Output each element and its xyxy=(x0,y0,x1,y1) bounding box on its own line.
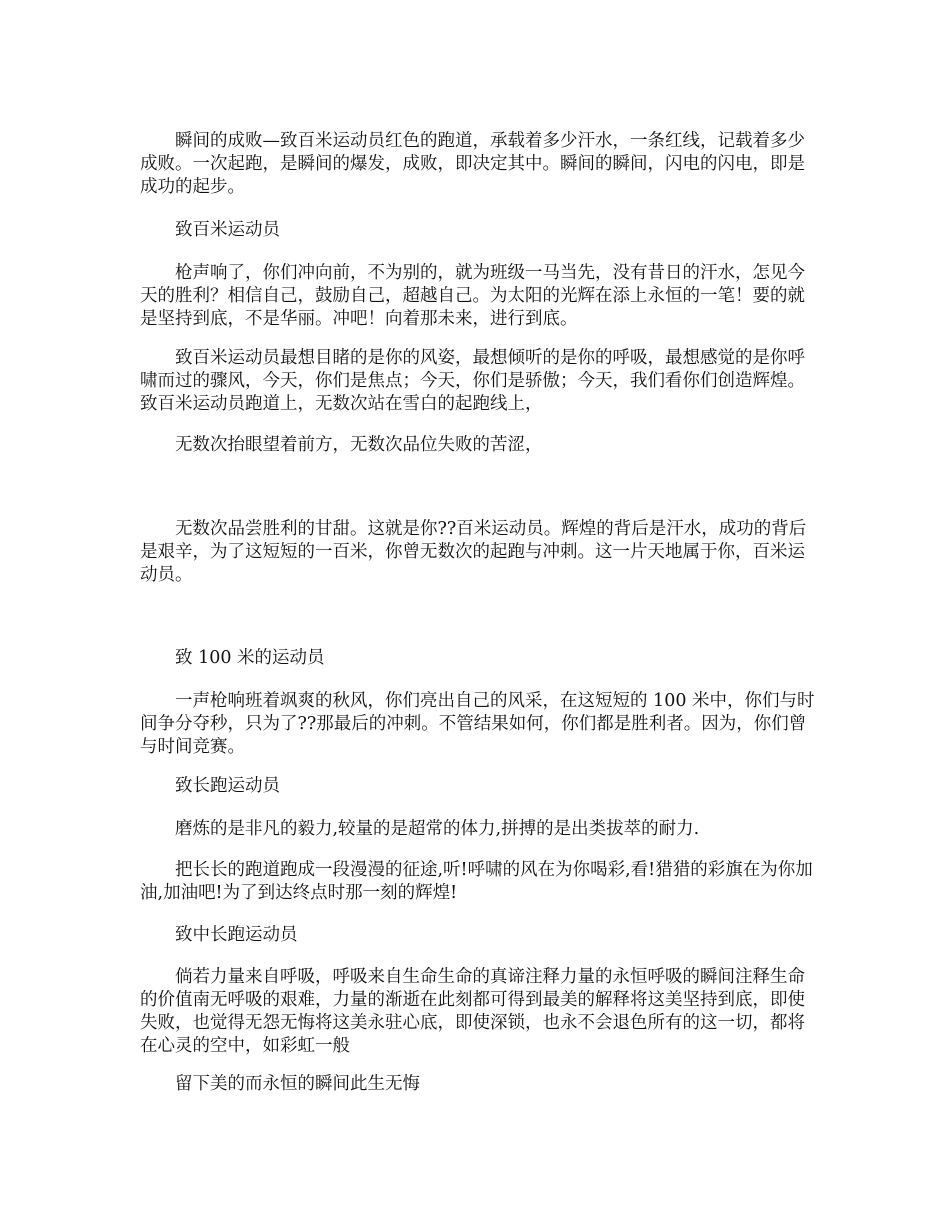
paragraph-closing: 留下美的而永恒的瞬间此生无悔 xyxy=(175,1074,420,1094)
paragraph-most-wish: 致百米运动员最想目睹的是你的风姿，最想倾听的是你的呼吸，最想感觉的是你呼啸而过的骤风，今天，你们是焦点；今天，你们是骄傲；今天，我们看你们创造辉煌。致百米运动员跑道上，无数次站在雪白的起跑线上， xyxy=(140,348,805,414)
heading-middle-long-distance: 致中长跑运动员 xyxy=(175,925,298,945)
paragraph-intro: 瞬间的成败—致百米运动员红色的跑道，承载着多少汗水，一条红线，记载着多少成败。一次起跑，是瞬间的爆发，成败，即决定其中。瞬间的瞬间，闪电的闪电，即是成功的起步。 xyxy=(140,131,805,197)
paragraph-autumn-wind: 一声枪响班着飒爽的秋风，你们亮出自己的风采，在这短短的 100 米中，你们与时间争分夺秒，只为了??那最后的冲刺。不管结果如何，你们都是胜利者。因为，你们曾与时间竞赛。 xyxy=(140,691,815,757)
paragraph-long-track: 把长长的跑道跑成一段漫漫的征途,听!呼啸的风在为你喝彩,看!猎猎的彩旗在为你加油,加油吧!为了到达终点时那一刻的辉煌! xyxy=(140,860,813,903)
paragraph-sweet-victory: 无数次品尝胜利的甘甜。这就是你??百米运动员。辉煌的背后是汗水，成功的背后是艰辛，为了这短短的一百米，你曾无数次的起跑与冲刺。这一片天地属于你，百米运动员。 xyxy=(140,519,807,585)
paragraph-gunshot: 枪声响了，你们冲向前，不为别的，就为班级一马当先，没有昔日的汗水，怎见今天的胜利？相信自己，鼓励自己，超越自己。为太阳的光辉在添上永恒的一笔！要的就是坚持到底，不是华丽。冲吧！向着那未来，进行到底。 xyxy=(140,263,805,329)
heading-100m-athletes: 致百米运动员 xyxy=(175,220,280,240)
heading-100-meter-athletes: 致 100 米的运动员 xyxy=(175,648,325,668)
paragraph-endurance: 磨炼的是非凡的毅力,较量的是超常的体力,拼搏的是出类拔萃的耐力. xyxy=(175,819,700,839)
heading-long-distance: 致长跑运动员 xyxy=(175,776,280,796)
paragraph-countless-times: 无数次抬眼望着前方，无数次品位失败的苦涩， xyxy=(175,435,543,455)
paragraph-breathing: 倘若力量来自呼吸，呼吸来自生命生命的真谛注释力量的永恒呼吸的瞬间注释生命的价值南无呼吸的艰难，力量的渐逝在此刻都可得到最美的解释将这美坚持到底，即使失败，也觉得无怨无悔将这美永驻心底，即使深锁，也永不会退色所有的这一切，都将在心灵的空中，如彩虹一般 xyxy=(140,967,805,1056)
